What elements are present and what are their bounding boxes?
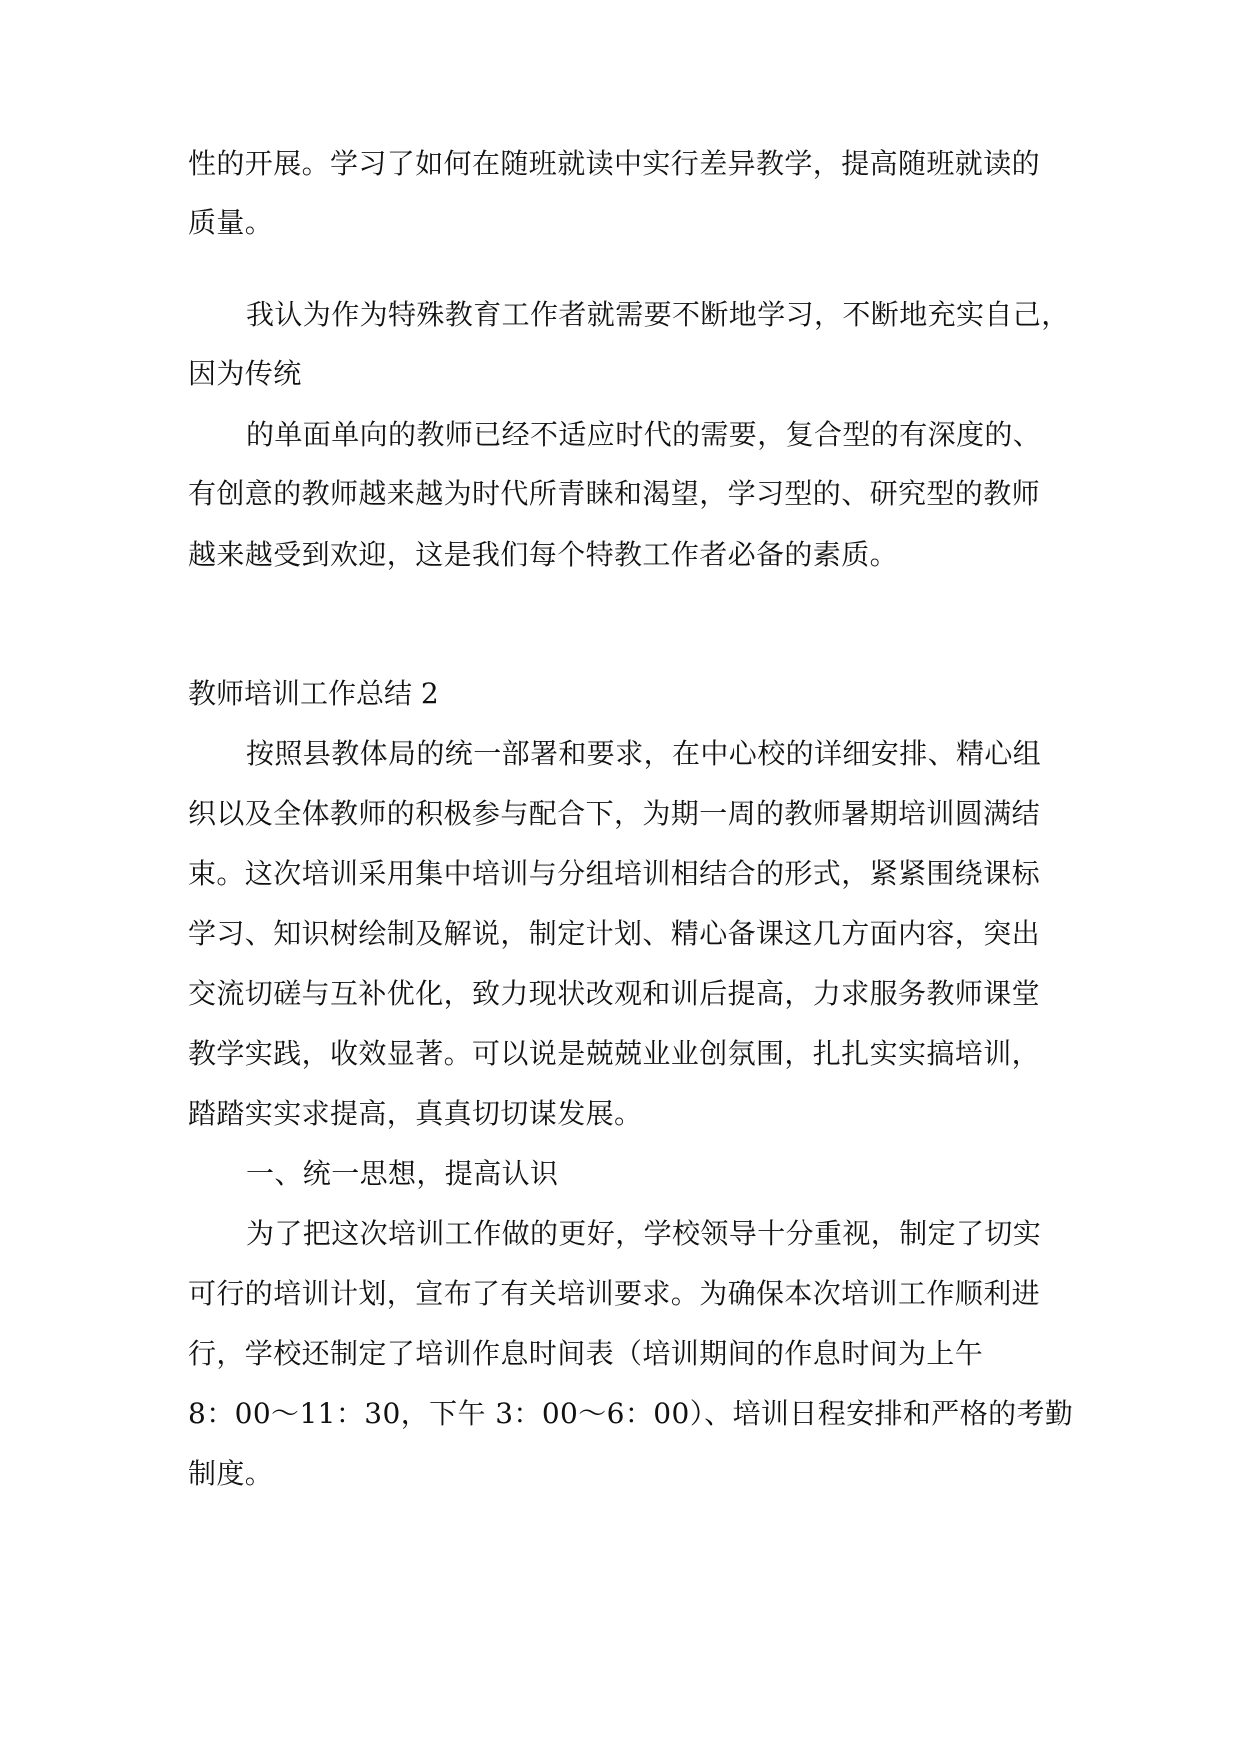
paragraph-line: 教学实践，收效显著。可以说是兢兢业业创氛围，扎扎实实搞培训， (188, 1037, 1041, 1070)
paragraph-line: 制度。 (188, 1457, 274, 1490)
paragraph-line: 有创意的教师越来越为时代所青睐和渴望，学习型的、研究型的教师 (188, 477, 1041, 510)
paragraph-line: 束。这次培训采用集中培训与分组培训相结合的形式，紧紧围绕课标 (188, 857, 1041, 890)
paragraph-line: 踏踏实实求提高，真真切切谋发展。 (188, 1097, 643, 1130)
paragraph-line: 越来越受到欢迎，这是我们每个特教工作者必备的素质。 (188, 538, 899, 571)
paragraph-line: 质量。 (188, 206, 274, 239)
paragraph-line: 交流切磋与互补优化，致力现状改观和训后提高，力求服务教师课堂 (188, 977, 1041, 1010)
paragraph-line: 8：00～11：30，下午 3：00～6：00）、培训日程安排和严格的考勤 (188, 1397, 1074, 1430)
paragraph-line: 因为传统 (188, 357, 302, 390)
paragraph-line: 为了把这次培训工作做的更好，学校领导十分重视，制定了切实 (246, 1217, 1042, 1250)
subheading: 一、统一思想，提高认识 (246, 1157, 559, 1190)
paragraph-line: 学习、知识树绘制及解说，制定计划、精心备课这几方面内容，突出 (188, 917, 1041, 950)
paragraph-line: 的单面单向的教师已经不适应时代的需要，复合型的有深度的、 (246, 418, 1042, 451)
paragraph-line: 性的开展。学习了如何在随班就读中实行差异教学，提高随班就读的 (188, 147, 1041, 180)
paragraph-line: 按照县教体局的统一部署和要求，在中心校的详细安排、精心组 (246, 737, 1042, 770)
section-title: 教师培训工作总结 2 (188, 677, 439, 710)
paragraph-line: 可行的培训计划，宣布了有关培训要求。为确保本次培训工作顺利进 (188, 1277, 1041, 1310)
paragraph-line: 织以及全体教师的积极参与配合下，为期一周的教师暑期培训圆满结 (188, 797, 1041, 830)
paragraph-line: 我认为作为特殊教育工作者就需要不断地学习，不断地充实自己， (246, 298, 1070, 331)
paragraph-line: 行，学校还制定了培训作息时间表（培训期间的作息时间为上午 (188, 1337, 984, 1370)
